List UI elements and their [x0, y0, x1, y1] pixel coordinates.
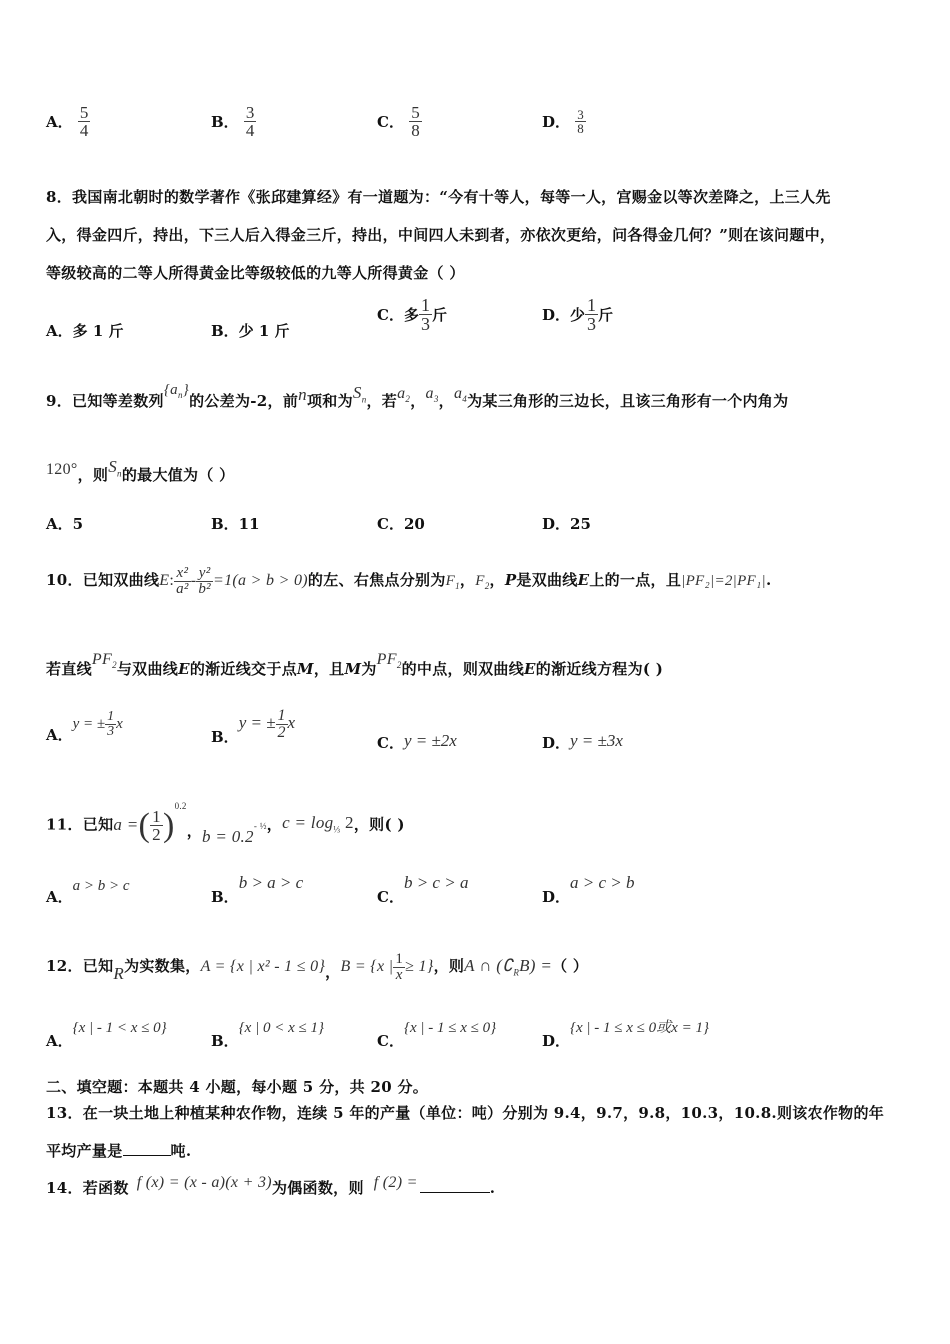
q14-function: f (x) = (x - a)(x + 3): [136, 1174, 272, 1191]
q10-text-2: 的左、右焦点分别为: [307, 571, 446, 589]
q7-option-b-label: B．: [211, 113, 239, 131]
q9-sn-2: $S_n$: [108, 457, 122, 479]
q9-sn: $S_n$: [352, 383, 367, 405]
q11-option-a: A．a > b > c: [46, 878, 130, 906]
q9-sequence: $\{a_n\}$: [163, 382, 190, 400]
q12-option-c: C．{x | - 1 ≤ x ≤ 0}: [377, 1020, 497, 1050]
q11-a-definition: a =( $\frac{1}{2}$ )$^{0.2}$: [113, 801, 187, 845]
q8-option-c-prefix: C．多: [377, 306, 419, 324]
q10-option-b: B．y = ± $\frac{1}{2}$ x: [211, 707, 296, 747]
q12-expression: A ∩ $(∁_RB)$ =: [464, 956, 553, 978]
q9-text-6: ，则: [77, 466, 109, 484]
q10-pf2-b: $PF_2$: [376, 651, 402, 671]
q8-line-2: 入，得金四斤，持出，下三人后入得金三斤，持出，中间四人未到者，亦依次更给，问各得金几何？”则在该问题中，: [46, 226, 836, 244]
q7-option-a-label: A．: [46, 113, 73, 131]
section-2-heading: 二、填空题：本题共 4 小题，每小题 5 分，共 20 分。: [46, 1078, 429, 1096]
q8-option-a: A．多 1 斤: [46, 322, 124, 340]
q10-point-p: P: [504, 571, 517, 589]
q10-f1: $F_1$: [445, 573, 460, 591]
q7-option-a: [46, 104, 90, 139]
q11-option-d: D．a > c > b: [542, 873, 635, 906]
q12-set-a: A = {x | x² - 1 ≤ 0}: [200, 958, 326, 975]
q7-option-b-fraction: $\frac{3}{4}$: [245, 103, 255, 140]
q9-text-2: 的公差为-2，前: [189, 392, 299, 410]
q11-b-definition: $b = 0.2^{- \frac{1}{2}}$: [202, 821, 267, 846]
q8-option-c-suffix: 斤: [431, 306, 447, 324]
q10-text-1: 10．已知双曲线: [46, 571, 160, 589]
q14-line: 14．若函数 f (x) = (x - a)(x + 3)为偶函数，则 f (2) = .: [46, 1174, 496, 1197]
q13-answer-blank[interactable]: [123, 1141, 171, 1156]
q10-f2: $F_2$: [475, 573, 490, 591]
q12-option-a: A．{x | - 1 < x ≤ 0}: [46, 1020, 167, 1050]
q8-line-3: 等级较高的二等人所得黄金比等级较低的九等人所得黄金（ ）: [46, 264, 465, 282]
q7-option-c-label: C．: [377, 113, 404, 131]
q9-text-5: 为某三角形的三边长，且该三角形有一个内角为: [467, 392, 789, 410]
q12-real-set: R: [113, 964, 125, 983]
q7-option-d-label: D．: [542, 113, 571, 131]
q8-option-c-fraction: $\frac{1}{3}$: [420, 295, 430, 334]
q7-option-d-fraction: $\frac{3}{8}$: [577, 107, 584, 136]
q14-answer-blank[interactable]: [420, 1178, 490, 1193]
q12-line: 12．已知R为实数集，A = {x | x² - 1 ≤ 0}，B = {x | $\frac{1}{x}$ ≥ 1}，则A ∩ $(∁_RB)$ =（ ）: [46, 950, 589, 983]
q9-text-7: 的最大值为（ ）: [121, 466, 235, 484]
q10-condition: |PF₂|=2|PF₁|: [681, 573, 766, 589]
q8-option-d: [542, 296, 613, 333]
q12-set-b: B = {x | $\frac{1}{x}$ ≥ 1}: [340, 950, 434, 983]
q9-text-4: ，若: [366, 392, 398, 410]
q12-option-d: D．{x | - 1 ≤ x ≤ 0或x = 1}: [542, 1020, 709, 1050]
q11-c-definition: $c = \log_{\frac{1}{3}} 2$: [282, 812, 354, 835]
q9-line-1: 9．已知等差数列$\{a_n\}$的公差为-2，前n项和为$S_n$，若$a_2$，$a_3$，$a_4$为某三角形的三边长，且该三角形有一个内角为: [46, 382, 789, 410]
q10-pf2: $PF_2$: [91, 651, 117, 671]
q10-line-1: 10．已知双曲线E: $\frac{\text{x²}}{\text{a²}}$ - $\frac{\text{y²}}{\text{b²}}$ =1(a > b > 0)的左、右焦点分别为$F_1$，$F_2$，P是双曲线E上的一点，且|PF₂|=2|PF₁|.: [46, 564, 772, 597]
q7-option-a-fraction: $\frac{5}{4}$: [79, 103, 89, 140]
q7-option-c: [377, 104, 422, 139]
q8-option-d-suffix: 斤: [598, 306, 614, 324]
q7-option-b: [211, 104, 256, 139]
q9-option-a: A．5: [46, 515, 84, 533]
q8-option-b: B．少 1 斤: [211, 322, 290, 340]
q8-option-c: [377, 296, 447, 333]
q9-a4: $a_4$: [453, 385, 468, 405]
q7-option-d: [542, 108, 586, 135]
q11-option-b: B．b > a > c: [211, 873, 304, 906]
q11-line: 11．已知a =( $\frac{1}{2}$ )$^{0.2}$，$b = 0.2^{- \frac{1}{2}}$，$c = \log_{\frac{1}{3}} 2$，则( ): [46, 801, 405, 846]
q10-hyperbola-equation: E: $\frac{\text{x²}}{\text{a²}}$ - $\frac{\text{y²}}{\text{b²}}$ =1(a > b > 0): [159, 564, 308, 597]
q9-text-3: 项和为: [306, 392, 353, 410]
q10-option-c: C．y = ±2x: [377, 731, 457, 752]
q13-line-2: 平均产量是 吨.: [46, 1142, 192, 1160]
q9-n: n: [298, 385, 307, 404]
q9-a3: $a_3$: [425, 385, 439, 405]
q9-option-c: C．20: [377, 515, 425, 533]
q9-a2: $a_2$: [397, 385, 411, 405]
q9-angle: 120°: [46, 461, 78, 478]
q9-option-d: D．25: [542, 515, 591, 533]
q8-option-d-prefix: D．少: [542, 306, 586, 324]
q13-line-1: 13．在一块土地上种植某种农作物，连续 5 年的产量（单位：吨）分别为 9.4，9.7，9.8，10.3，10.8.则该农作物的年: [46, 1104, 885, 1122]
q10-option-d: D．y = ±3x: [542, 731, 623, 752]
q8-line-1: 8．我国南北朝时的数学著作《张邱建算经》有一道题为：“今有十等人，每等一人，宫赐金以等次差降之，上三人先: [46, 188, 831, 206]
q8-option-d-fraction: $\frac{1}{3}$: [587, 295, 597, 334]
q14-f2: f (2) =: [373, 1174, 418, 1191]
q9-option-b: B．11: [211, 515, 260, 533]
q10-line-2: 若直线$PF_2$与双曲线E的渐近线交于点M，且M为$PF_2$的中点，则双曲线E的渐近线方程为( ): [46, 651, 664, 678]
q9-line-2: [46, 452, 234, 504]
q10-option-a: A．y = ± $\frac{1}{3}$ x: [46, 709, 123, 744]
q9-text-1: 9．已知等差数列: [46, 392, 164, 410]
q7-option-c-fraction: $\frac{5}{8}$: [411, 103, 420, 140]
q12-option-b: B．{x | 0 < x ≤ 1}: [211, 1020, 324, 1050]
q11-option-c: C．b > c > a: [377, 873, 469, 906]
